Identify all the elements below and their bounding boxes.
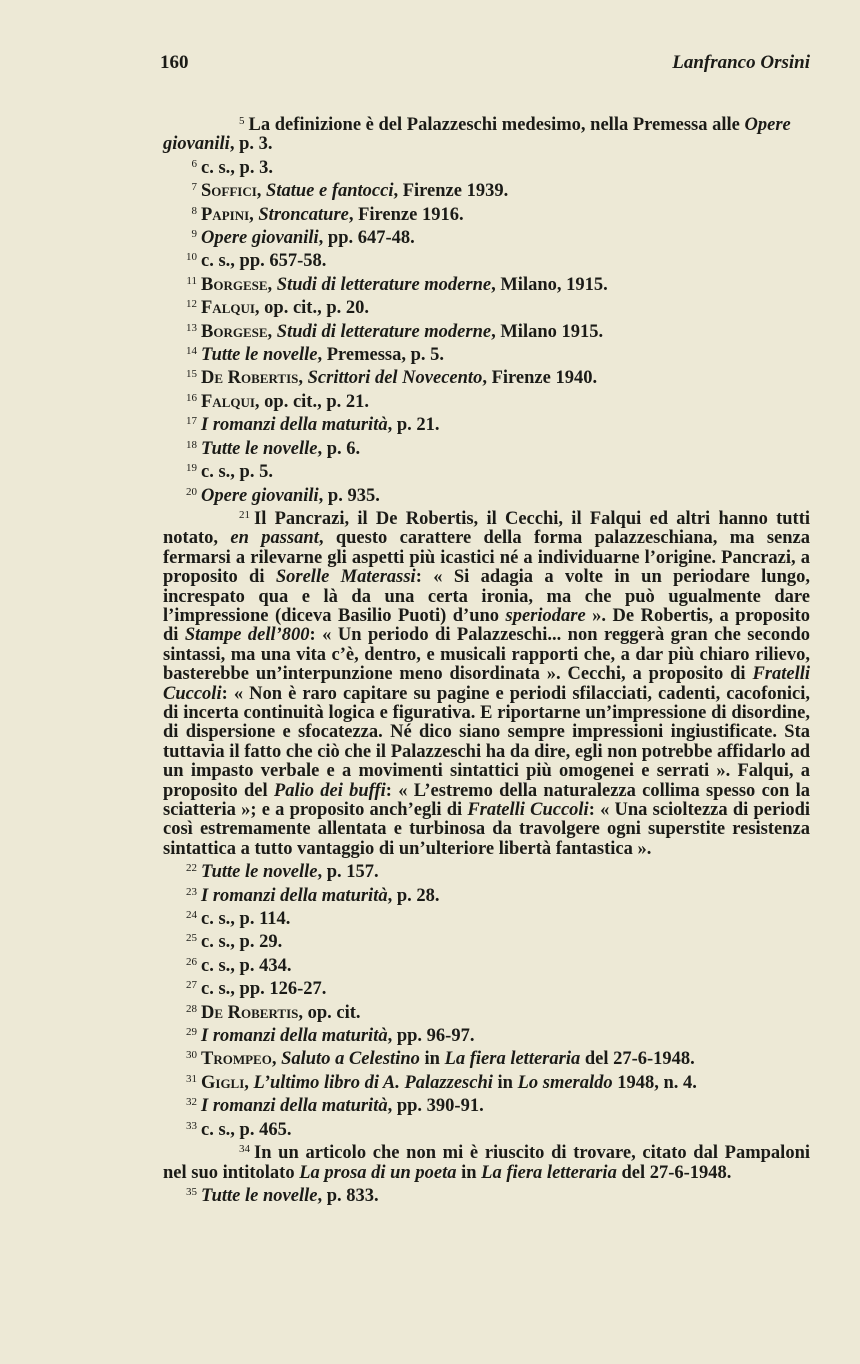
footnote-text: c. s., p. 29. — [201, 932, 283, 953]
footnote-text: , Premessa, p. 5. — [317, 345, 445, 366]
footnote-number: 15 — [186, 368, 197, 381]
author-name: Borgese — [201, 274, 268, 295]
footnote-text: , — [267, 274, 277, 295]
footnote-number: 13 — [186, 321, 197, 334]
footnote-15 — [163, 365, 810, 388]
footnote-9 — [163, 225, 810, 248]
italic-title: Tutte le novelle — [201, 1185, 318, 1206]
italic-title: Stroncature — [258, 204, 349, 225]
footnote-19 — [163, 459, 810, 482]
footnote-text: : « L’estremo della naturalezza collima spesso con la sciatteria »; e a proposito anch’egli di — [163, 780, 810, 820]
footnote-text: , — [267, 321, 277, 342]
footnote-6 — [163, 155, 810, 178]
running-head-author: Lanfranco Orsini — [672, 52, 810, 73]
author-name: De Robertis — [201, 1002, 299, 1023]
footnote-16 — [163, 389, 810, 412]
footnote-text: del 27-6-1948. — [616, 1162, 732, 1183]
footnote-number: 22 — [186, 862, 197, 875]
italic-title: Sorelle Materassi — [275, 567, 416, 588]
footnote-33 — [163, 1117, 810, 1140]
footnote-31 — [163, 1070, 810, 1093]
footnote-29 — [163, 1023, 810, 1046]
italic-title: La fiera letteraria — [481, 1162, 617, 1183]
footnote-text: , p. 935. — [318, 485, 380, 506]
footnote-text: , p. 3. — [229, 134, 273, 155]
footnote-text: , questo carattere della forma palazzeschiana, ma senza fermarsi a rilevarne gli aspetti più icastici né a individuarne l’origine. Pancrazi, a proposito di — [163, 528, 810, 588]
footnote-23 — [163, 883, 810, 906]
italic-title: Fratelli Cuccoli — [163, 664, 810, 704]
footnote-text: : « Un periodo di Palazzeschi... non reggerà gran che secondo sintassi, ma una vita c’è, dentro, e musicali rapporti che, a dar più chiaro rilievo, basterebbe un’interpunzione meno disordinata ». Cecchi, a proposito di — [163, 625, 810, 685]
footnote-text: , pp. 647-48. — [318, 228, 415, 249]
italic-title: L’ultimo libro di A. Palazzeschi — [253, 1072, 493, 1093]
footnote-number: 6 — [191, 157, 197, 170]
footnote-number: 33 — [186, 1119, 197, 1132]
footnote-text: , pp. 390-91. — [387, 1096, 484, 1117]
footnote-text: , p. 28. — [387, 885, 440, 906]
italic-title: I romanzi della maturità — [201, 1096, 388, 1117]
footnote-20 — [163, 483, 810, 506]
footnote-number: 14 — [186, 345, 197, 358]
footnote-text: Il Pancrazi, il De Robertis, il Cecchi, il Falqui ed altri hanno tutti notato, — [163, 508, 810, 549]
footnote-text: in — [419, 1049, 445, 1070]
footnote-28 — [163, 1000, 810, 1023]
author-name: Gigli — [201, 1072, 245, 1093]
footnote-17 — [163, 412, 810, 435]
footnote-14 — [163, 342, 810, 365]
italic-title: La fiera letteraria — [444, 1049, 581, 1070]
footnote-text: c. s., pp. 126-27. — [201, 979, 327, 1000]
author-name: Falqui — [201, 391, 255, 412]
footnote-25 — [163, 929, 810, 952]
footnote-text: , — [271, 1049, 282, 1070]
footnote-30 — [163, 1046, 810, 1069]
footnote-number: 23 — [186, 885, 197, 898]
footnote-text: , op. cit., p. 21. — [254, 391, 370, 412]
footnote-text: , — [298, 368, 308, 389]
footnote-number: 35 — [186, 1185, 197, 1198]
footnote-text: c. s., p. 114. — [201, 909, 291, 930]
footnote-number: 25 — [186, 932, 197, 945]
footnote-number: 12 — [186, 298, 197, 311]
footnote-7 — [163, 178, 810, 201]
footnote-text: : « Si adagia a volte in un periodare lungo, increspato qua e là da una certa ironia, ma che può ugualmente dare l’impressione (diceva Basilio Puoti) d’uno — [163, 567, 811, 626]
footnote-number: 17 — [186, 415, 197, 428]
footnote-text: del 27-6-1948. — [580, 1049, 695, 1070]
footnote-text: , Milano, 1915. — [491, 274, 608, 295]
footnote-number: 29 — [186, 1026, 197, 1039]
footnote-text: : « Una scioltezza di periodi così estremamente allentata e turbinosa da travolgere ogni superstite resistenza sintattica a tutto vantaggio di un’ulteriore libertà fantastica ». — [163, 800, 810, 859]
footnote-text: , op. cit. — [298, 1002, 361, 1023]
footnote-number: 20 — [186, 485, 197, 498]
italic-title: Lo smeraldo — [517, 1072, 613, 1093]
footnote-number: 5 — [239, 115, 245, 127]
footnote-text: , — [249, 204, 259, 225]
italic-title: Opere giovanili — [201, 485, 319, 506]
footnote-number: 8 — [191, 204, 197, 217]
footnote-text: , — [256, 181, 267, 202]
footnote-number: 26 — [186, 955, 197, 968]
footnote-text: in — [456, 1162, 482, 1183]
footnote-number: 21 — [239, 508, 250, 521]
footnote-35 — [163, 1183, 810, 1206]
footnote-number: 7 — [191, 181, 197, 194]
italic-title: Tutte le novelle — [201, 438, 318, 459]
italic-title: Opere giovanili — [163, 115, 791, 155]
footnote-5 — [163, 112, 810, 155]
footnote-32 — [163, 1093, 810, 1116]
footnotes-list — [163, 112, 810, 1206]
italic-title: I romanzi della maturità — [201, 885, 388, 906]
footnote-number: 10 — [186, 251, 197, 264]
author-name: Trompeo — [201, 1049, 272, 1070]
footnote-34 — [163, 1140, 810, 1183]
footnote-8 — [163, 202, 810, 225]
footnote-text: ». De Robertis, a proposito di — [163, 605, 810, 646]
footnote-text: , Firenze 1939. — [393, 181, 509, 202]
italic-title: Fratelli Cuccoli — [467, 800, 589, 820]
italic-title: Saluto a Celestino — [281, 1049, 420, 1070]
footnote-text: 1948, n. 4. — [612, 1072, 697, 1093]
italic-title: I romanzi della maturità — [201, 415, 388, 436]
footnote-text: , — [244, 1072, 254, 1093]
footnote-number: 34 — [239, 1143, 250, 1156]
footnote-number: 30 — [186, 1049, 197, 1062]
footnote-27 — [163, 976, 810, 999]
footnote-10 — [163, 248, 810, 271]
footnote-number: 32 — [186, 1096, 197, 1109]
footnote-26 — [163, 953, 810, 976]
footnote-18 — [163, 436, 810, 459]
footnote-22 — [163, 859, 810, 882]
footnote-number: 9 — [191, 228, 197, 241]
footnote-number: 11 — [186, 274, 197, 287]
footnote-number: 28 — [186, 1002, 197, 1015]
italic-title: I romanzi della maturità — [201, 1026, 388, 1047]
footnote-text: , Firenze 1916. — [348, 204, 464, 225]
footnote-number: 18 — [186, 438, 197, 451]
footnote-text: c. s., p. 434. — [201, 955, 292, 976]
italic-title: Scrittori del Novecento — [307, 368, 483, 389]
footnote-text: , p. 6. — [317, 438, 361, 459]
italic-title: Palio dei buffi — [273, 780, 386, 801]
footnote-text: in — [492, 1072, 518, 1093]
author-name: Borgese — [201, 321, 268, 342]
footnote-text: c. s., p. 3. — [201, 157, 273, 178]
footnote-11 — [163, 272, 810, 295]
footnote-text: , p. 833. — [317, 1185, 379, 1206]
footnote-text: , p. 21. — [387, 415, 440, 436]
author-name: Falqui — [201, 298, 255, 319]
page-number: 160 — [160, 52, 189, 73]
italic-title: Tutte le novelle — [201, 345, 318, 366]
footnote-13 — [163, 319, 810, 342]
italic-title: Opere giovanili — [201, 228, 319, 249]
footnote-text: : « Non è raro capitare su pagine e periodi sfilacciati, cadenti, cacofonici, di incerta continuità logica e figurativa. E riportarne un’impressione di disordine, di dispersione e sfocatezza. Né dico siano sempre impressioni ingiustificate. Sta tuttavia il fatto che ciò che il Palazzeschi ha da dire, egli non potrebbe affidarlo ad un impasto verbale e a movimenti sintattici più omogenei e serrati ». Falqui, a proposito del — [163, 683, 810, 801]
italic-title: Stampe dell’800 — [184, 625, 310, 646]
italic-title: Studi di letterature moderne — [276, 321, 492, 342]
footnote-text: c. s., p. 5. — [201, 462, 273, 483]
italic-title: Statue e fantocci — [266, 181, 394, 202]
footnote-number: 24 — [186, 909, 197, 922]
footnote-text: , p. 157. — [317, 862, 379, 883]
footnote-number: 19 — [186, 462, 197, 475]
footnote-text: In un articolo che non mi è riuscito di trovare, citato dal Pampaloni nel suo intitolato — [163, 1143, 810, 1183]
footnote-text: , op. cit., p. 20. — [254, 298, 370, 319]
italic-title: speriodare — [505, 605, 586, 626]
footnote-number: 16 — [186, 391, 197, 404]
footnote-text: La definizione è del Palazzeschi medesimo, nella Premessa alle — [248, 115, 745, 135]
footnote-number: 27 — [186, 979, 197, 992]
italic-title: en passant — [230, 528, 319, 549]
footnote-24 — [163, 906, 810, 929]
footnote-number: 31 — [186, 1072, 197, 1085]
author-name: De Robertis — [201, 368, 299, 389]
footnote-text: c. s., pp. 657-58. — [201, 251, 327, 272]
author-name: Papini — [201, 204, 250, 225]
footnote-21 — [163, 506, 810, 859]
footnote-text: c. s., p. 465. — [201, 1119, 292, 1140]
footnote-text: , Firenze 1940. — [482, 368, 598, 389]
footnote-12 — [163, 295, 810, 318]
italic-title: Studi di letterature moderne — [276, 274, 492, 295]
footnote-text: , pp. 96-97. — [387, 1026, 475, 1047]
italic-title: La prosa di un poeta — [299, 1162, 457, 1183]
author-name: Soffici — [201, 181, 257, 202]
italic-title: Tutte le novelle — [201, 862, 318, 883]
footnote-text: , Milano 1915. — [491, 321, 604, 342]
